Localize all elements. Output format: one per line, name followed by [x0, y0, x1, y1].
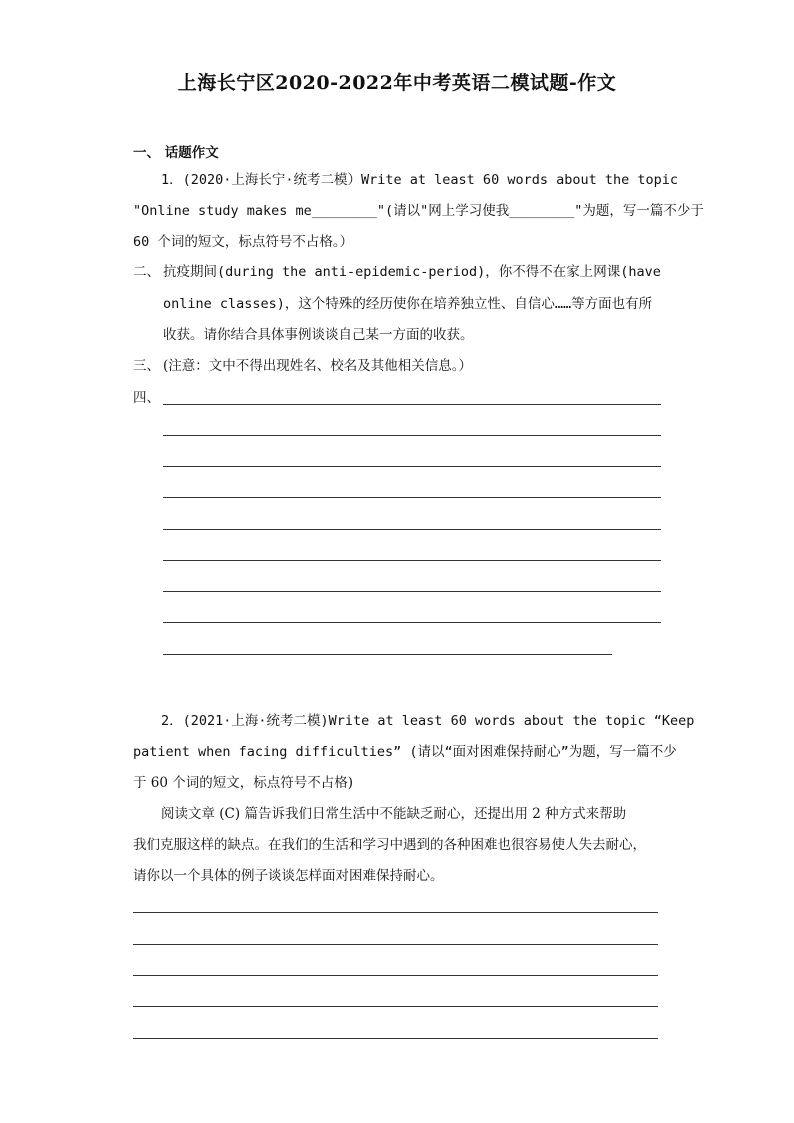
- q1-item-2-line-3: 收获。请你结合具体事例谈谈自己某一方面的收获。: [163, 327, 474, 343]
- q1-answer-line[interactable]: [163, 654, 612, 655]
- q2-answer-line[interactable]: [133, 975, 658, 976]
- q1-item-4-prefix: 四、: [133, 390, 160, 406]
- q1-item-2-line-2: online classes)，这个特殊的经历使你在培养独立性、自信心……等方面也有所: [163, 296, 653, 312]
- q2-line-3: 于 60 个词的短文，标点符号不占格): [133, 775, 354, 791]
- q1-item-2-prefix: 二、: [133, 264, 160, 280]
- q2-answer-line[interactable]: [133, 912, 658, 913]
- q1-answer-line[interactable]: [163, 497, 661, 498]
- q1-answer-line[interactable]: [163, 466, 661, 467]
- q2-answer-line[interactable]: [133, 1006, 658, 1007]
- document-title: 上海长宁区2020-2022年中考英语二模试题-作文: [177, 72, 617, 94]
- q2-line-1: 2．(2021·上海·统考二模)Write at least 60 words about the topic “Keep: [161, 713, 695, 729]
- q1-answer-line[interactable]: [163, 560, 661, 561]
- q2-paragraph-line-1: 阅读文章 (C) 篇告诉我们日常生活中不能缺乏耐心，还提出用 2 种方式来帮助: [161, 806, 627, 822]
- section-heading: 一、 话题作文: [133, 145, 219, 161]
- q2-line-2: patient when facing difficulties” (请以“面对困难保持耐心”为题，写一篇不少: [133, 744, 677, 760]
- q1-item-3-prefix: 三、: [133, 358, 160, 374]
- q2-answer-line[interactable]: [133, 944, 658, 945]
- q2-answer-line[interactable]: [133, 1038, 658, 1039]
- q1-line-2: "Online study makes me________"(请以"网上学习使我________"为题，写一篇不少于: [133, 203, 704, 219]
- q1-answer-line[interactable]: [163, 622, 661, 623]
- q1-item-2-line-1: 抗疫期间(during the anti-epidemic-period)，你不得不在家上网课(have: [163, 264, 661, 280]
- q1-item-3-text: (注意：文中不得出现姓名、校名及其他相关信息。）: [163, 358, 473, 374]
- q1-answer-line[interactable]: [163, 435, 661, 436]
- q1-line-1: 1．(2020·上海长宁·统考二模）Write at least 60 words about the topic: [161, 172, 679, 188]
- q2-paragraph-line-2: 我们克服这样的缺点。在我们的生活和学习中遇到的各种困难也很容易使人失去耐心，: [133, 837, 646, 853]
- q1-answer-line[interactable]: [163, 529, 661, 530]
- q1-line-3: 60 个词的短文，标点符号不占格。）: [133, 234, 354, 250]
- q2-paragraph-line-3: 请你以一个具体的例子谈谈怎样面对困难保持耐心。: [133, 868, 444, 884]
- q1-answer-line[interactable]: [163, 591, 661, 592]
- q1-answer-line[interactable]: [163, 404, 661, 405]
